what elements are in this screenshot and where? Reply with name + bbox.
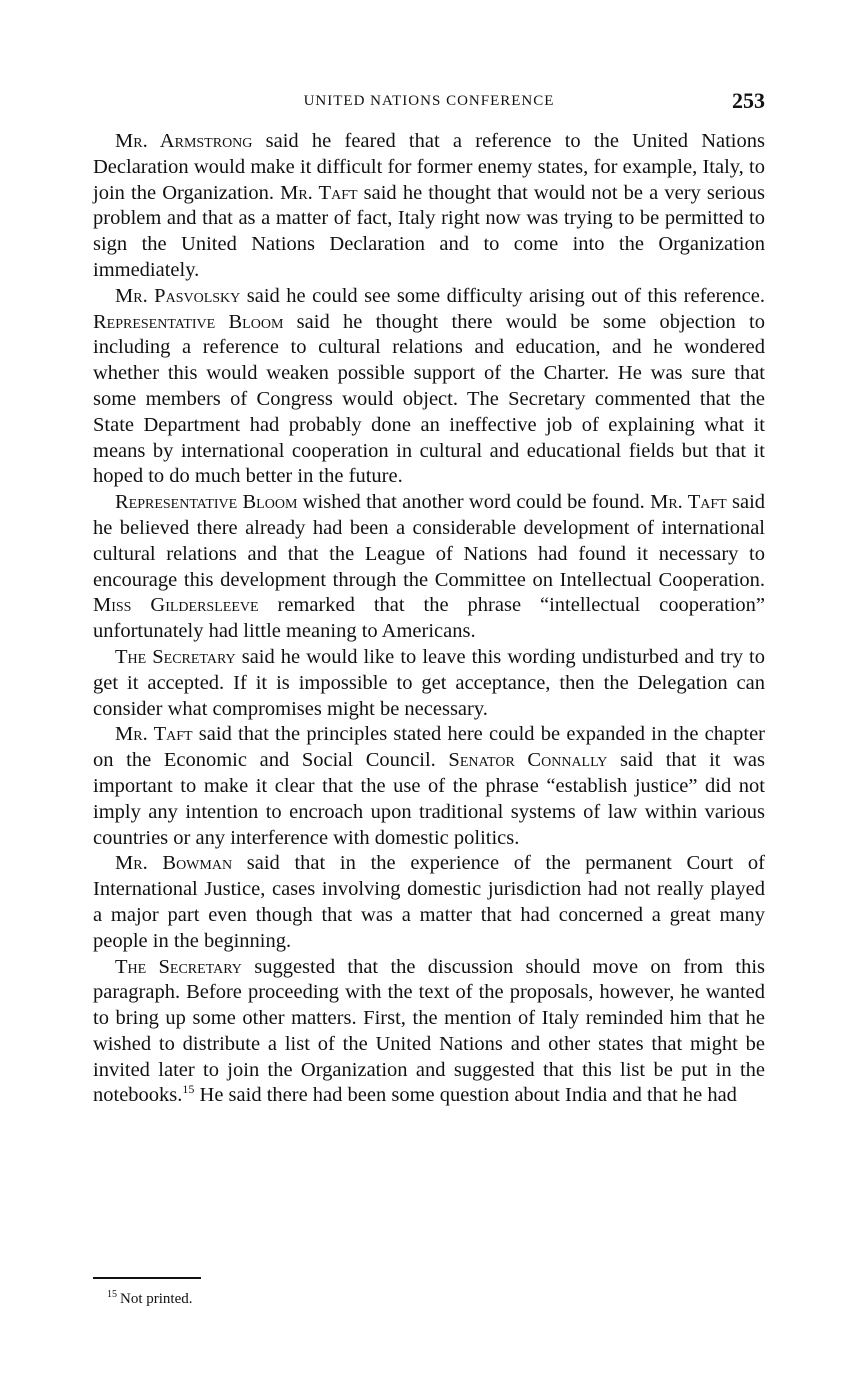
paragraph-text: said he would like to leave this wording undisturbed and try to get it accepted. If it is impossible to get acceptance, then the Delegation can consider what compromises might be necessary. [93,645,765,720]
paragraph-text: said he thought there would be some objection to including a reference to cultural relations and education, and he wondered whether this would weaken possible support of the Charter. He was sure that some members of Congress would object. The Secretary commented that the State Department had probably done an ineffective job of explaining what it means by international cooperation in cultural and educational fields but that it hoped to do much better in the future. [93,310,765,488]
speaker-name: Mr. Pasvolsky [115,284,241,307]
speaker-name: The Secretary [115,645,236,668]
page-number: 253 [732,88,765,113]
paragraph-pasvolsky [93,284,765,490]
paragraph-text: said that the principles stated here could be expanded in the chapter on the Economic and Social Council. [93,723,765,772]
paragraph-text: said that it was important to make it clear that the use of the phrase “establish justice” did not imply any intention to encroach upon traditional systems of law within various countries or any interference with domestic politics. [93,749,765,849]
paragraph-bloom [93,490,765,645]
speaker-name: Mr. Armstrong [115,130,253,152]
paragraph-armstrong [93,129,765,284]
paragraph-text: suggested that the discussion should move on from this paragraph. Before proceeding with the text of the proposals, however, he wanted to bring up some other matters. First, the mention of Italy reminded him that he wished to distribute a list of the United Nations and other states that might be invited later to join the Organization and suggested that this list be put in the notebooks. [93,955,765,1107]
speaker-name: The Secretary [115,955,242,978]
paragraph-text: said he believed there already had been a considerable development of international cultural relations and that the League of Nations had found it necessary to encourage this development through the Committee on Intellectual Cooperation. [93,491,766,591]
speaker-name: Mr. Taft [280,181,358,204]
speaker-name: Senator Connally [448,749,608,772]
paragraph-taft [93,722,765,851]
speaker-name: Mr. Taft [115,723,193,746]
paragraph-text: said he feared that a reference to the United Nations Declaration would make it difficult for former enemy states, for example, Italy, to join the Organization. [93,130,765,204]
speaker-name: Mr. Taft [650,491,727,514]
paragraph-text: remarked that the phrase “intellectual cooperation” unfortunately had little meaning to Americans. [93,594,765,643]
paragraph-secretary-next [93,955,765,1110]
speaker-name: Representative Bloom [93,310,284,333]
footnote-reference[interactable]: 15 [182,1082,195,1097]
footnote-mark: 15 [107,1289,117,1300]
paragraph-bowman [93,851,765,954]
speaker-name: Representative Bloom [115,491,298,514]
running-head: UNITED NATIONS CONFERENCE [303,93,555,109]
body-text [93,129,765,1109]
page-header [93,88,765,116]
footnote-text: Not printed. [120,1291,193,1307]
paragraph-secretary-wording [93,645,765,722]
paragraph-text: said he could see some difficulty arising out of this reference. [240,284,765,307]
paragraph-text: He said there had been some question about India and that he had [194,1084,737,1107]
paragraph-text: said that in the experience of the permanent Court of International Justice, cases involving domestic jurisdiction had not really played a major part even though that was a matter that had concerned a great many people in the beginning. [93,852,765,952]
footnote [107,1290,193,1308]
footnote-divider [93,1277,201,1279]
speaker-name: Mr. Bowman [115,852,233,875]
paragraph-text: said he thought that would not be a very serious problem and that as a matter of fact, Italy right now was trying to be permitted to sign the United Nations Declaration and to come into the Organization immediately. [93,181,765,281]
paragraph-text: wished that another word could be found. [297,491,651,514]
speaker-name: Miss Gildersleeve [93,594,259,617]
